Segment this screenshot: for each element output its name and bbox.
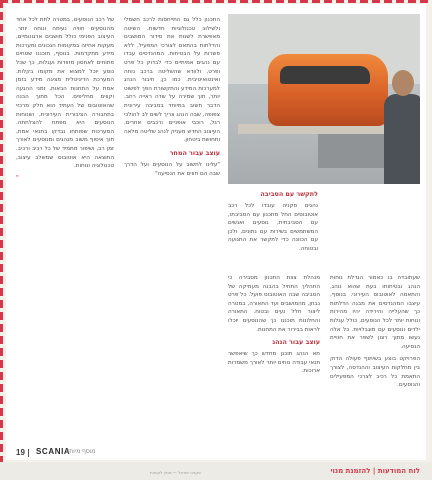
- paragraph: תא הנהג תוכנן מחדש כך שיאפשר תנאי עבודה נוחים יותר לאורך משמרות ארוכות.: [228, 351, 320, 375]
- magazine-section-title: מוסף מיוחד: [66, 449, 96, 455]
- section-heading-driver: עוצב עבור הנהג: [272, 338, 320, 347]
- designer-head: [392, 70, 414, 96]
- paragraph: הפרויקט בוצע בשיתוף פעולה הדוק בין מחלקות העיצוב וההנדסה, לצורך התאמת כל רכיב לצרכי המפעילים והנוסעים.: [330, 356, 420, 389]
- bus-model-photo: [228, 14, 420, 184]
- brand-logo: SCANIA: [36, 447, 71, 456]
- page-number: 19: [16, 448, 25, 457]
- bus-model-window: [280, 66, 370, 84]
- designer-figure: [384, 94, 420, 184]
- article-column-right: [330, 274, 420, 446]
- section-heading-future: עוצב עבור המחר: [169, 148, 220, 157]
- section-heading-communicate: לתקשר עם הסביבה: [260, 190, 318, 198]
- paragraph: שעתובדה בו כאמור הגדלת נוחות הנהג ובטיחותו בעת שהוא נוהג, והתאמה לאוטובוס העירוני. בנוסף, עיצבו המהנדסים את מבנה הדלתות כך שהעלייה והירידה יהיו מהירות ונוחות יותר לכל הנוסעים, כולל עגלות ילדים ונוסעים עם מוגבלויות. כל אלה נעשו מתוך רצון לשפר את חוויית הנסיעה.: [330, 275, 420, 350]
- bottom-ad-text: לוח המודעות | להזמנת מנוי: [330, 467, 420, 475]
- page-footer: [6, 444, 426, 460]
- paragraph: של רכב הנוסעים, במטרה לתת לכל אחד מהנוסעים חוויה נעימה ונוחה יותר. העיצוב הפנימי כולל מושבים ארגונומיים, מעקות אחיזה במקומות הנכונים ומערכות מידע מתקדמות. בנוסף, תוכננו שטחים פתוחים לאחסון מזוודות ועגלות, כך שכל נוסע יוכל למצוא את מקומו בקלות. המערכת הדיגיטלית מציגה מידע בזמן אמת על התחנות הבאות, זמני ההגעה וקווים מחליפים. הכל מתוך הבנה שהאוטובוס של העתיד הוא חלק מרכזי בתחבורה הציבורית העירונית, ושנוחות הנוסעים היא מפתח להצלחתה. המערכות שפותחו נבדקו בתנאי אמת, תוך איסוף משוב מנהגים ומנוסעים לאורך זמן רב, ושיפור מתמיד של כל רכיב ורכיב. התוצאה היא אוטובוס שמשלב עיצוב, טכנולוגיה ונוחות.: [16, 17, 114, 170]
- paragraph: התכנון כלל גם התייחסות לרכב חשמלי ולשילוב טכנולוגיות חדשות. השיטה מאפשרת לשנות את סידור המושבים והדלתות בהתאם לצורכי המפעיל, ללא פשרות על הבטיחות. המהנדסים עבדו עם נהגים אמיתיים כדי לבדוק כל פרט ופרט, ולוודא שהשליטה ברכב נוחה ואינטואיטיבית. כמו כן, חיבור הנהג למערכות המידע והתקשורת הפך לפשוט יותר, תוך שמירה על שדה ראייה רחב. הדבר חשוב במיוחד בסביבה עירונית צפופה, שבה הנהג צריך לשים לב להולכי רגל, רוכבי אופניים ורכבים אחרים. העיצוב החדש מעניק לנהג שליטה מלאה ותחושת ביטחון.: [124, 17, 220, 144]
- article-column-middle: [124, 16, 220, 446]
- page-border-top: [0, 0, 432, 3]
- article-column-left: [16, 16, 114, 446]
- bus-model: [268, 54, 388, 126]
- footer-divider: [28, 449, 29, 457]
- caption-text: נהגים סקניה עובדו לכל רכב אוטובוסים החל מתכנון עם הסביבתו, עם הסביבתית, נוסעים ואנשים המשתמשים בשירות עם נתונים, ולכן עם הכוונה כדי לתקשר את התנועה ובטוחה.: [228, 203, 318, 252]
- bottom-ad-subtext: סקניה ישראל — מגזין לקוחות: [150, 470, 201, 475]
- paragraph: מנהלת צוות התכנון מסבירה כי התהליך התחיל בהבנה מעמיקה של הסביבה שבה האוטובוס פועל. כל פרט נבחן, מהמושבים ועד התאורה, במטרה ליצור חלל נעים ובטוח. התאורה והחלונות תוכננו כך שהנוסעים יוכלו לראות בבירור את התחנות.: [228, 275, 320, 333]
- pull-quote: "עלינו לחשוב על הנוסעים ועל הדרך שבה הם חווים את הנסיעה": [124, 161, 220, 177]
- magazine-page: [6, 4, 426, 460]
- page-border-left: [0, 0, 3, 480]
- quote-end-mark: ": [16, 174, 19, 182]
- article-column-center: [228, 274, 320, 446]
